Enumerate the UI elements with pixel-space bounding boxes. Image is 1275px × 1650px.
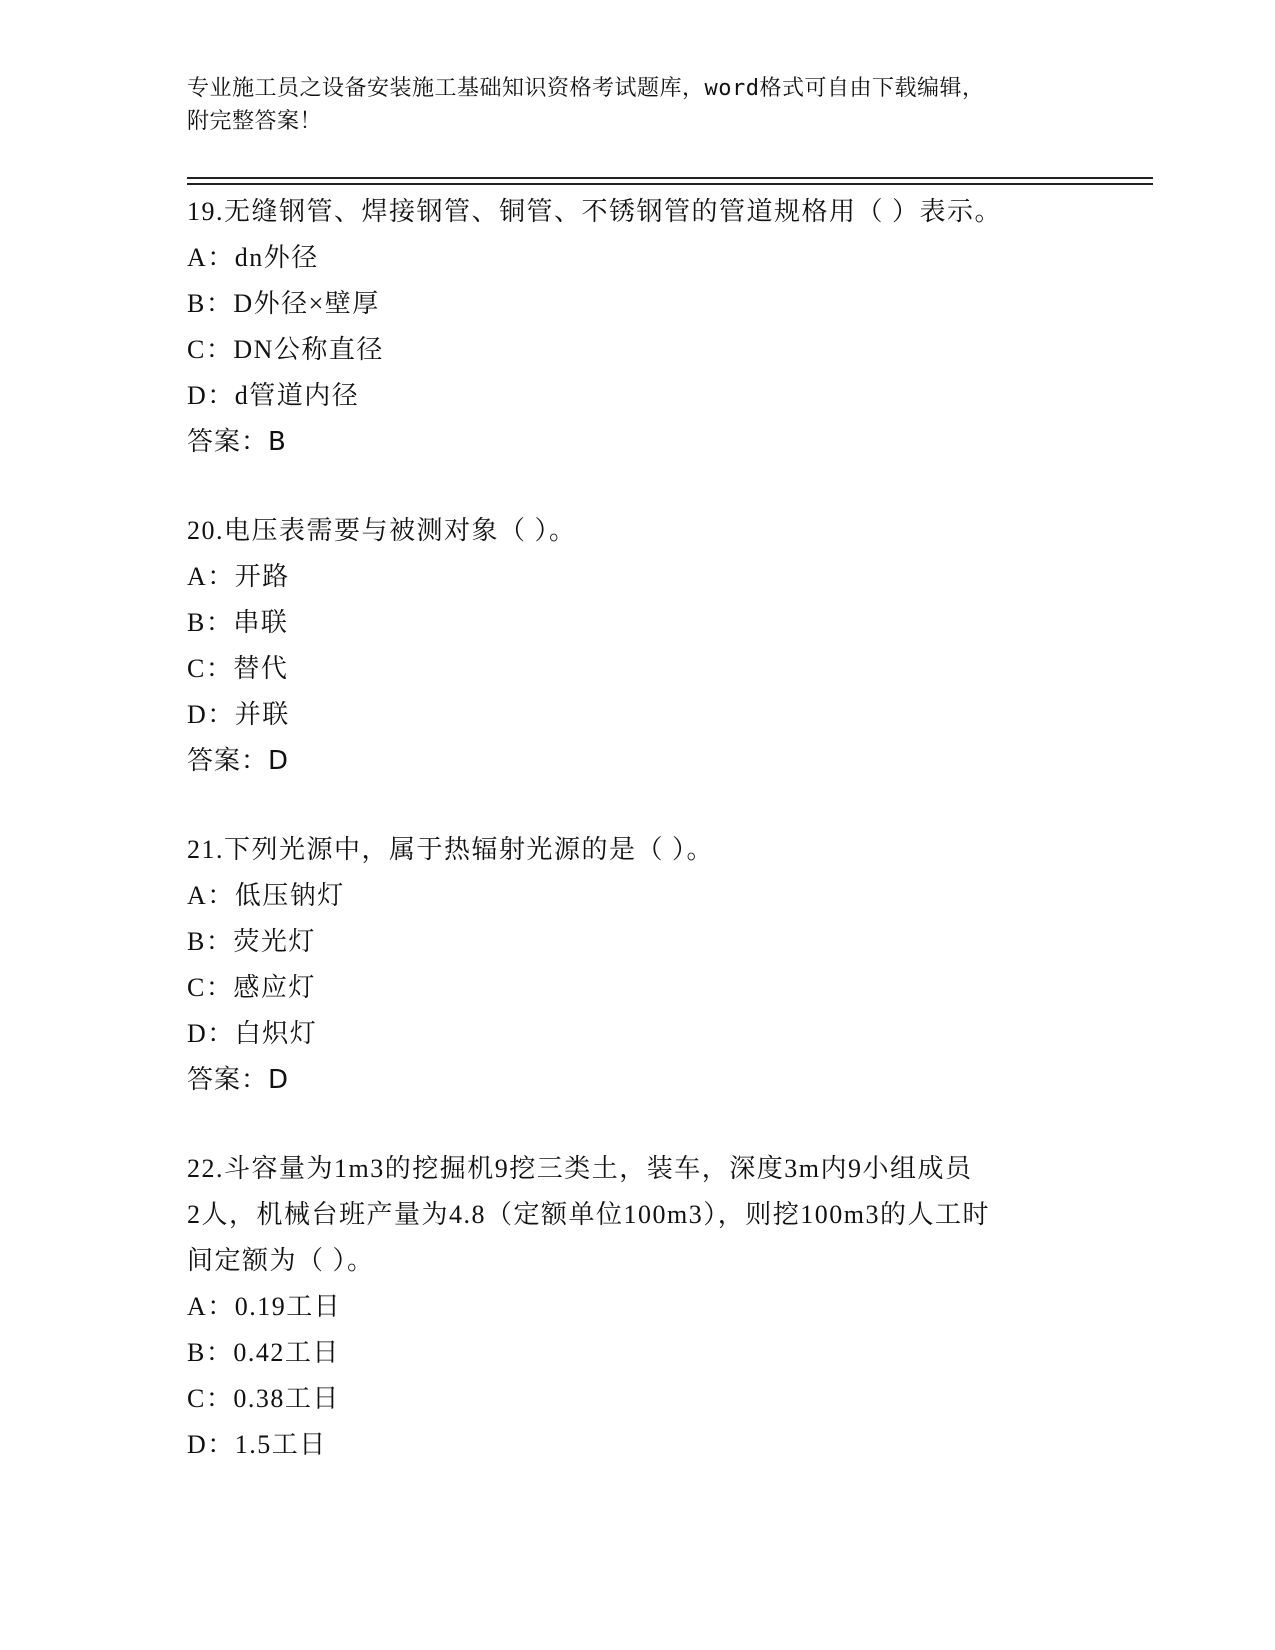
option-d: D：1.5工日	[187, 1430, 327, 1459]
header-divider-bottom	[187, 183, 1153, 185]
header-line-1: 专业施工员之设备安装施工基础知识资格考试题库，word格式可自由下载编辑，	[187, 76, 985, 101]
option-d: D：白炽灯	[187, 1019, 318, 1048]
question-text: 21.下列光源中，属于热辐射光源的是（ ）。	[187, 835, 715, 864]
option-b: B：荧光灯	[187, 927, 316, 956]
option-a: A：低压钠灯	[187, 881, 345, 910]
question-text-line-1: 22.斗容量为1m3的挖掘机9挖三类土，装车，深度3m内9小组成员	[187, 1154, 973, 1183]
question-text-line-2: 2人，机械台班产量为4.8（定额单位100m3），则挖100m3的人工时	[187, 1200, 990, 1229]
question-19	[187, 189, 1087, 465]
option-b: B：串联	[187, 608, 289, 637]
option-c: C：替代	[187, 654, 289, 683]
option-c: C：0.38工日	[187, 1384, 340, 1413]
option-d: D：并联	[187, 700, 290, 729]
document-header	[187, 72, 1087, 138]
option-a: A：开路	[187, 562, 290, 591]
header-divider-top	[187, 177, 1153, 179]
answer: 答案：D	[187, 1065, 290, 1095]
question-20	[187, 508, 1087, 784]
header-line-2: 附完整答案！	[187, 109, 323, 134]
option-b: B：0.42工日	[187, 1338, 340, 1367]
option-c: C：感应灯	[187, 973, 316, 1002]
option-c: C：DN公称直径	[187, 335, 384, 364]
option-a: A：0.19工日	[187, 1292, 342, 1321]
answer: 答案：D	[187, 746, 290, 776]
answer: 答案：B	[187, 427, 287, 457]
option-d: D：d管道内径	[187, 381, 360, 410]
question-21	[187, 827, 1087, 1103]
question-text: 20.电压表需要与被测对象（ ）。	[187, 516, 577, 545]
question-text: 19.无缝钢管、焊接钢管、铜管、不锈钢管的管道规格用（ ）表示。	[187, 197, 1003, 226]
option-a: A：dn外径	[187, 243, 319, 272]
option-b: B：D外径×壁厚	[187, 289, 380, 318]
question-22	[187, 1146, 1087, 1468]
question-text-line-3: 间定额为（ ）。	[187, 1246, 375, 1275]
